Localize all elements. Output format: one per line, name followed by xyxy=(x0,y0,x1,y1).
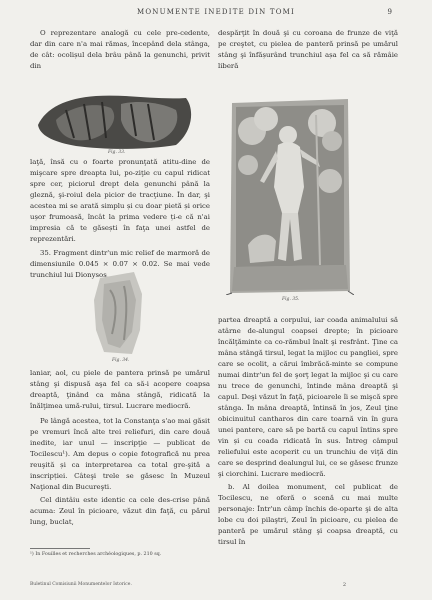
paragraph: despărţit în două şi cu coroana de frunze de viţă pe creştet, cu pielea de panteră prinsă pe umărul stâng şi înfășurând trunchiul așa fel ca să rămâie liberă xyxy=(218,29,398,70)
paragraph: b. Al doilea monument, cel publicat de Tocilescu, ne oferă o scenă cu mai multe personaje: Într'un câmp închis de-oparte şi de alta lobe cu doi pilaştri, Zeul în picioare, cu pielea de panteră pe umărul stâng şi coapsa dreaptă, cu tirsul în xyxy=(218,483,398,546)
paragraph: Cel dintâiu este identic ca cele des-crise până acuma: Zeul în picioare, văzut din faţă, cu părul lung, buclat, xyxy=(30,496,210,526)
paragraph: O reprezentare analogă cu cele pre-cedente, dar din care n'a mai rămas, începând dela stânga, de cât: ocolișul dela brâu până la genunchi, privit din xyxy=(30,29,210,70)
figure-caption: Fig. 34. xyxy=(112,358,130,363)
figure-caption: Fig. 33. xyxy=(108,150,126,155)
footer-signature-mark: 2 xyxy=(342,582,346,588)
footnote: ¹) In Fouilles et recherches archéologiques, p. 210 sq. xyxy=(30,552,162,557)
paragraph: laniar, aol, cu piele de pantera prinsă pe umărul stâng şi dispusă aşa fel ca să-i acopere coapsa dreaptă, ţinând ca mâna stângă, ridicată la înălţimea umă-rului, tirsul. Lucrare mediocră. xyxy=(30,369,210,410)
relief-fragment-image xyxy=(36,90,196,152)
relief-fragment-photo xyxy=(36,90,196,152)
dionysos-fragment-image xyxy=(90,270,146,356)
paragraph: 35. Fragment dintr'un mic relief de marmoră de dimensiunile 0.045 × 0.07 × 0.02. Se mai vede trunchiul lui Dionysos, xyxy=(30,249,210,279)
footnote-divider xyxy=(30,548,90,549)
footer-publication: Buletinul Comisiunii Monumentelor Istorice. xyxy=(30,582,132,587)
running-header: MONUMENTE INEDITE DIN TOMI xyxy=(137,8,295,16)
dionysos-relief-photo xyxy=(226,95,354,295)
dionysos-relief-image xyxy=(226,95,354,295)
paragraph: Pe lângă acestea, tot la Constanţa s'ao mai găsit pe vremuri încă alte trei reliefuri, din care două inedite, iar unul — inscripţie — publicat de Tocilescu¹). Am depus o copie fotografică nu prea reuşită și ca interpretarea ca total gre-şită a inscripției. Câteşi trele se găsesc în Muzeul Naţional din Bucureşti. xyxy=(30,417,210,491)
page-number: 9 xyxy=(387,8,392,16)
left-column-top xyxy=(30,28,210,74)
paragraph: partea dreaptă a corpului, iar coada animalului să atârne de-alungul coapsei drepte; în picioare încălţăminte ca co-rămbul înalt şi resfrânt. Ţine ca mâna stângă tirsul, legat la mijloc cu pangliei, spre care se ocolit, a cărui îmbrăcă-minte se compune numai dintr'un fel de şorţ legat la mijloc şi cu care nu trece de genunchi, întinde mâna dreaptă şi capul. Deşi văzut în faţă, picioarele îi se mişcă spre stânga. În mâna dreaptă, întinsă în jos, Zeul ţine obicinuitul cantharos din care toarnă vin în gura unei pantere, care să pe bartă cu capul întins spre vin și cu coada ridicată în sus. Întreg câmpul reliefului este acoperit cu un trunchiu de viţă din care se desprind dealungul lui, ce se găsesc frunze şi ciorchini. Lucrare mediocră. xyxy=(218,316,398,478)
right-column-top xyxy=(218,28,398,74)
dionysos-fragment-photo xyxy=(90,270,146,356)
right-column-bottom xyxy=(218,315,398,550)
left-column-bottom xyxy=(30,368,210,530)
paragraph: laţă, însă cu o foarte pronunţată atitu-dine de mişcare spre dreapta lui, po-ziţie cu capul ridicat spre cer, piciorul drept dela genunchi până la gleznă, şi-roiul dela picior de tracţiune. În dar, şi acestea mi se arată simplu și cu doar pietă și orice ușor frumoasă, încât la prima vedere ți-e că n'ai impresia că te găsești în faţa unei astfel de reprezentări. xyxy=(30,158,210,243)
figure-caption: Fig. 35. xyxy=(282,297,300,302)
left-column-middle xyxy=(30,157,210,283)
